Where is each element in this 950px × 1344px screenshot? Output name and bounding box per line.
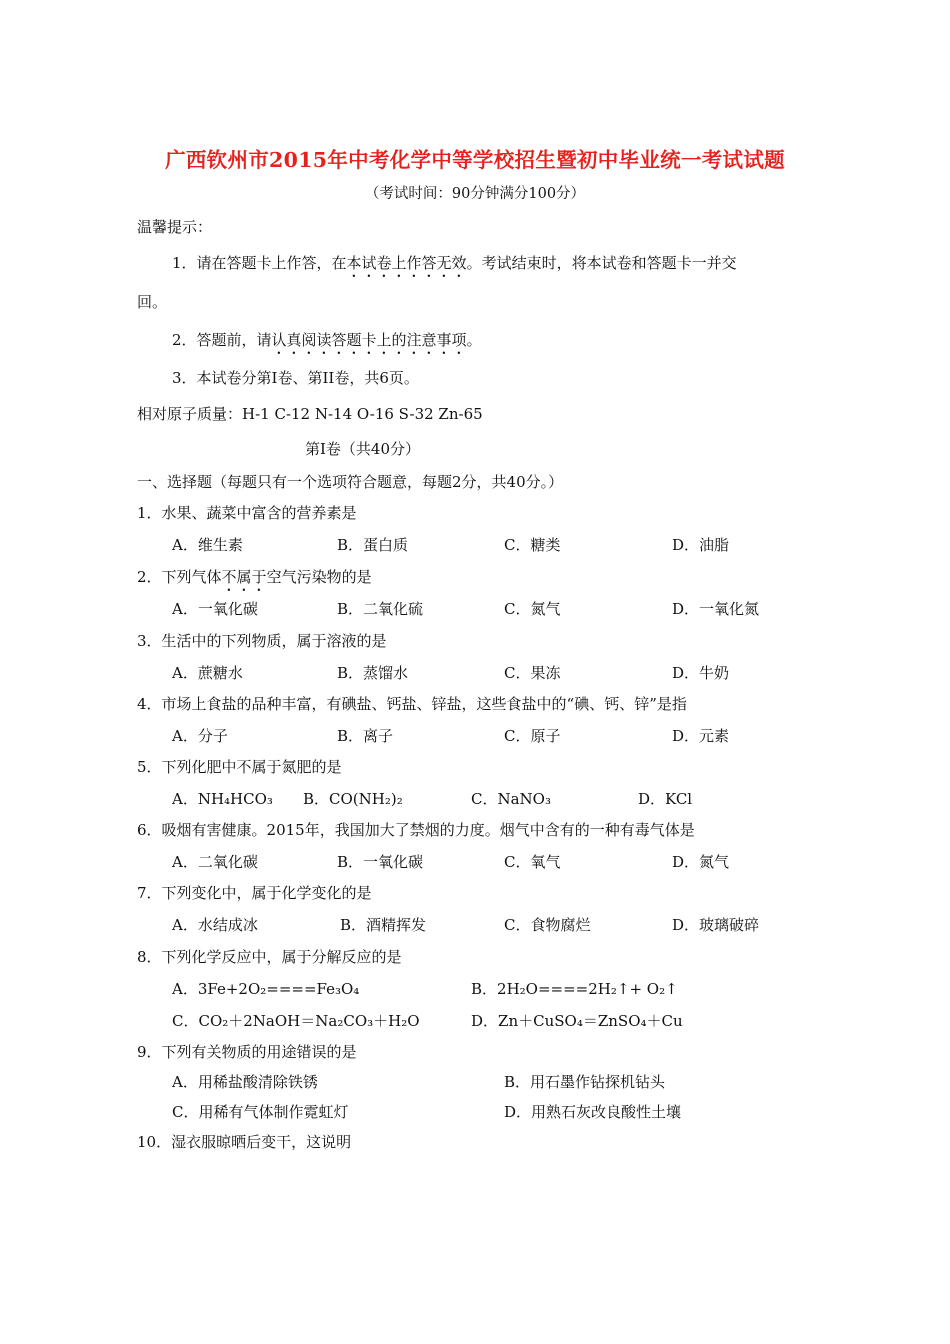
atomic-mass-line: 相对原子质量：H-1 C-12 N-14 O-16 S-32 Zn-65	[137, 405, 483, 423]
tips-heading: 温馨提示：	[137, 218, 213, 236]
tip-1-part-a: 1．请在答题卡上作答，在	[172, 254, 347, 272]
question-5-option-c: C．NaNO₃	[471, 790, 551, 808]
tip-1-part-c: 。考试结束时，将本试卷和答题卡一并交	[466, 254, 737, 272]
question-7-stem: 7．下列变化中，属于化学变化的是	[137, 884, 372, 902]
question-3-option-b: B．蒸馏水	[337, 664, 409, 682]
tip-2-part-a: 2．答题前，请	[172, 331, 272, 349]
question-7-option-d: D．玻璃破碎	[672, 916, 760, 934]
question-1-option-d: D．油脂	[672, 536, 730, 554]
question-4-option-c: C．原子	[504, 727, 561, 745]
question-7-option-b: B．酒精挥发	[340, 916, 427, 934]
exam-title: 广西钦州市2015年中考化学中等学校招生暨初中毕业统一考试试题	[165, 148, 785, 172]
question-8-option-a: A．3Fe+2O₂====Fe₃O₄	[172, 980, 360, 998]
question-7-option-a: A．水结成冰	[172, 916, 258, 934]
question-4-option-d: D．元素	[672, 727, 730, 745]
question-9-stem: 9．下列有关物质的用途错误的是	[137, 1043, 357, 1061]
tip-2	[172, 331, 482, 358]
question-4-option-b: B．离子	[337, 727, 394, 745]
question-3-option-d: D．牛奶	[672, 664, 730, 682]
question-3-option-a: A．蔗糖水	[172, 664, 243, 682]
question-1-option-a: A．维生素	[172, 536, 243, 554]
tip-2-part-c: 。	[466, 331, 482, 349]
section-1-title: 一、选择题（每题只有一个选项符合题意，每题2分，共40分。）	[137, 473, 564, 491]
question-8-stem: 8．下列化学反应中，属于分解反应的是	[137, 948, 402, 966]
tip-3: 3．本试卷分第Ⅰ卷、第II卷，共6页。	[172, 369, 419, 387]
question-8-option-b: B．2H₂O====2H₂↑+ O₂↑	[471, 980, 678, 998]
question-2-option-b: B．二氧化硫	[337, 600, 424, 618]
tip-1-emphasis: 本试卷上作答无效	[346, 254, 467, 272]
question-6-option-c: C．氧气	[504, 853, 561, 871]
question-2-stem-part-a: 2．下列气体	[137, 568, 222, 586]
question-9-option-c: C．用稀有气体制作霓虹灯	[172, 1103, 349, 1121]
question-1-option-b: B．蛋白质	[337, 536, 409, 554]
question-5-option-b: B．CO(NH₂)₂	[303, 790, 403, 808]
question-1-stem: 1．水果、蔬菜中富含的营养素是	[137, 504, 357, 522]
question-2-stem	[137, 568, 372, 595]
question-2-stem-part-c: 空气污染物的是	[266, 568, 372, 586]
question-9-option-d: D．用熟石灰改良酸性土壤	[504, 1103, 682, 1121]
question-2-option-a: A．一氧化碳	[172, 600, 258, 618]
question-9-option-a: A．用稀盐酸清除铁锈	[172, 1073, 318, 1091]
question-3-option-c: C．果冻	[504, 664, 561, 682]
question-5-option-d: D．KCl	[638, 790, 693, 808]
question-4-option-a: A．分子	[172, 727, 228, 745]
question-6-option-d: D．氮气	[672, 853, 730, 871]
question-4-stem: 4．市场上食盐的品种丰富，有碘盐、钙盐、锌盐，这些食盐中的“碘、钙、锌”是指	[137, 695, 687, 713]
question-8-option-d: D．Zn＋CuSO₄＝ZnSO₄＋Cu	[471, 1012, 683, 1030]
tip-1-continued: 回。	[137, 293, 168, 311]
tip-1	[172, 254, 737, 281]
question-5-stem: 5．下列化肥中不属于氮肥的是	[137, 758, 342, 776]
question-5-option-a: A．NH₄HCO₃	[172, 790, 273, 808]
question-6-option-a: A．二氧化碳	[172, 853, 258, 871]
question-3-stem: 3．生活中的下列物质，属于溶液的是	[137, 632, 387, 650]
question-2-option-d: D．一氧化氮	[672, 600, 760, 618]
question-2-stem-emphasis: 不属于	[221, 568, 267, 586]
question-6-option-b: B．一氧化碳	[337, 853, 424, 871]
question-6-stem: 6．吸烟有害健康。2015年，我国加大了禁烟的力度。烟气中含有的一种有毒气体是	[137, 821, 695, 839]
question-10-stem: 10．湿衣服晾晒后变干，这说明	[137, 1133, 352, 1151]
question-9-option-b: B．用石墨作钻探机钻头	[504, 1073, 666, 1091]
question-8-option-c: C．CO₂＋2NaOH＝Na₂CO₃＋H₂O	[172, 1012, 420, 1030]
part-1-title: 第Ⅰ卷（共40分）	[305, 440, 421, 458]
exam-subtitle: （考试时间：90分钟满分100分）	[364, 186, 586, 202]
question-2-option-c: C．氮气	[504, 600, 561, 618]
tip-2-emphasis: 认真阅读答题卡上的注意事项	[271, 331, 467, 349]
question-1-option-c: C．糖类	[504, 536, 561, 554]
question-7-option-c: C．食物腐烂	[504, 916, 591, 934]
